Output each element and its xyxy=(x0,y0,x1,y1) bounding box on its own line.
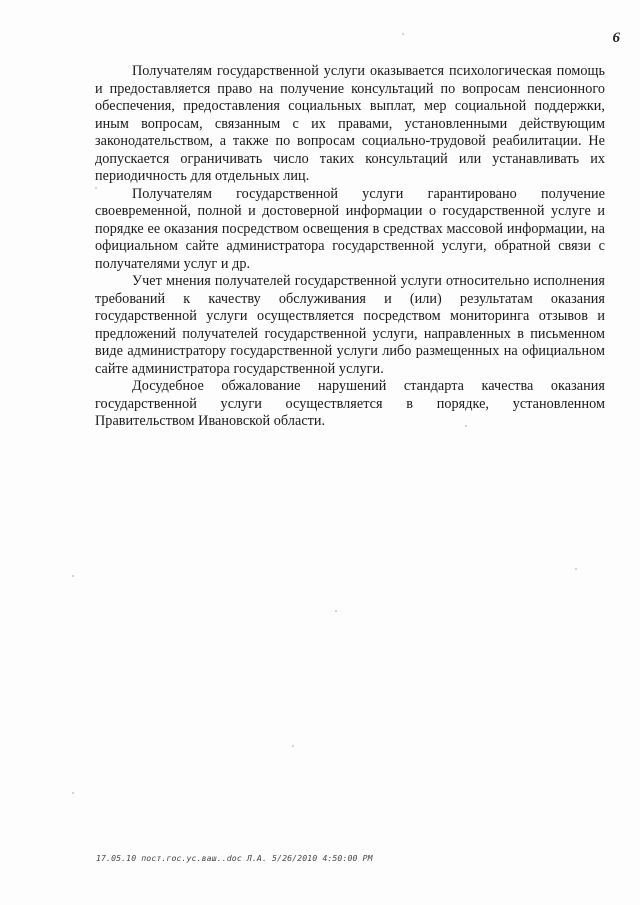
scan-speck xyxy=(292,745,294,747)
paragraph-feedback: Учет мнения получателей государственной услуги относительно исполнения требований к качеству обслуживания и (или) результатам оказания государственной услуги осуществляется посредством мониторинга отзывов и предложений получателей государственной услуги, направленных в письменном виде администратору государственной услуги либо размещенных на официальном сайте администратора государственной услуги. xyxy=(95,273,605,377)
scan-speck xyxy=(72,575,74,577)
scan-speck xyxy=(402,33,404,35)
scan-speck xyxy=(95,187,97,189)
body-text xyxy=(95,63,605,431)
paragraph-information: Получателям государственной услуги гарантировано получение своевременной, полной и достоверной информации о государственной услуге и порядке ее оказания посредством освещения в средствах массовой информации, на официальном сайте администратора государственной услуги, обратной связи с получателями услуг и др. xyxy=(95,185,605,272)
scan-speck xyxy=(575,568,577,570)
document-footer: 17.05.10 пост.гос.ус.ваш..doc Л.А. 5/26/2010 4:50:00 PM xyxy=(96,853,373,863)
scan-speck xyxy=(72,792,74,794)
scan-speck xyxy=(335,610,337,612)
paragraph-appeal: Досудебное обжалование нарушений стандарта качества оказания государственной услуги осуществляется в порядке, установленном Правительством Ивановской области. xyxy=(95,378,605,429)
paragraph-consultations: Получателям государственной услуги оказывается психологическая помощь и предоставляется право на получение консультаций по вопросам пенсионного обеспечения, предоставления социальных выплат, мер социальной поддержки, иным вопросам, связанным с их правами, установленными действующим законодательством, а также по вопросам социально-трудовой реабилитации. Не допускается ограничивать число таких консультаций или устанавливать их периодичность для отдельных лиц. xyxy=(95,63,605,184)
scan-speck xyxy=(465,425,467,427)
page-number: 6 xyxy=(612,30,620,46)
